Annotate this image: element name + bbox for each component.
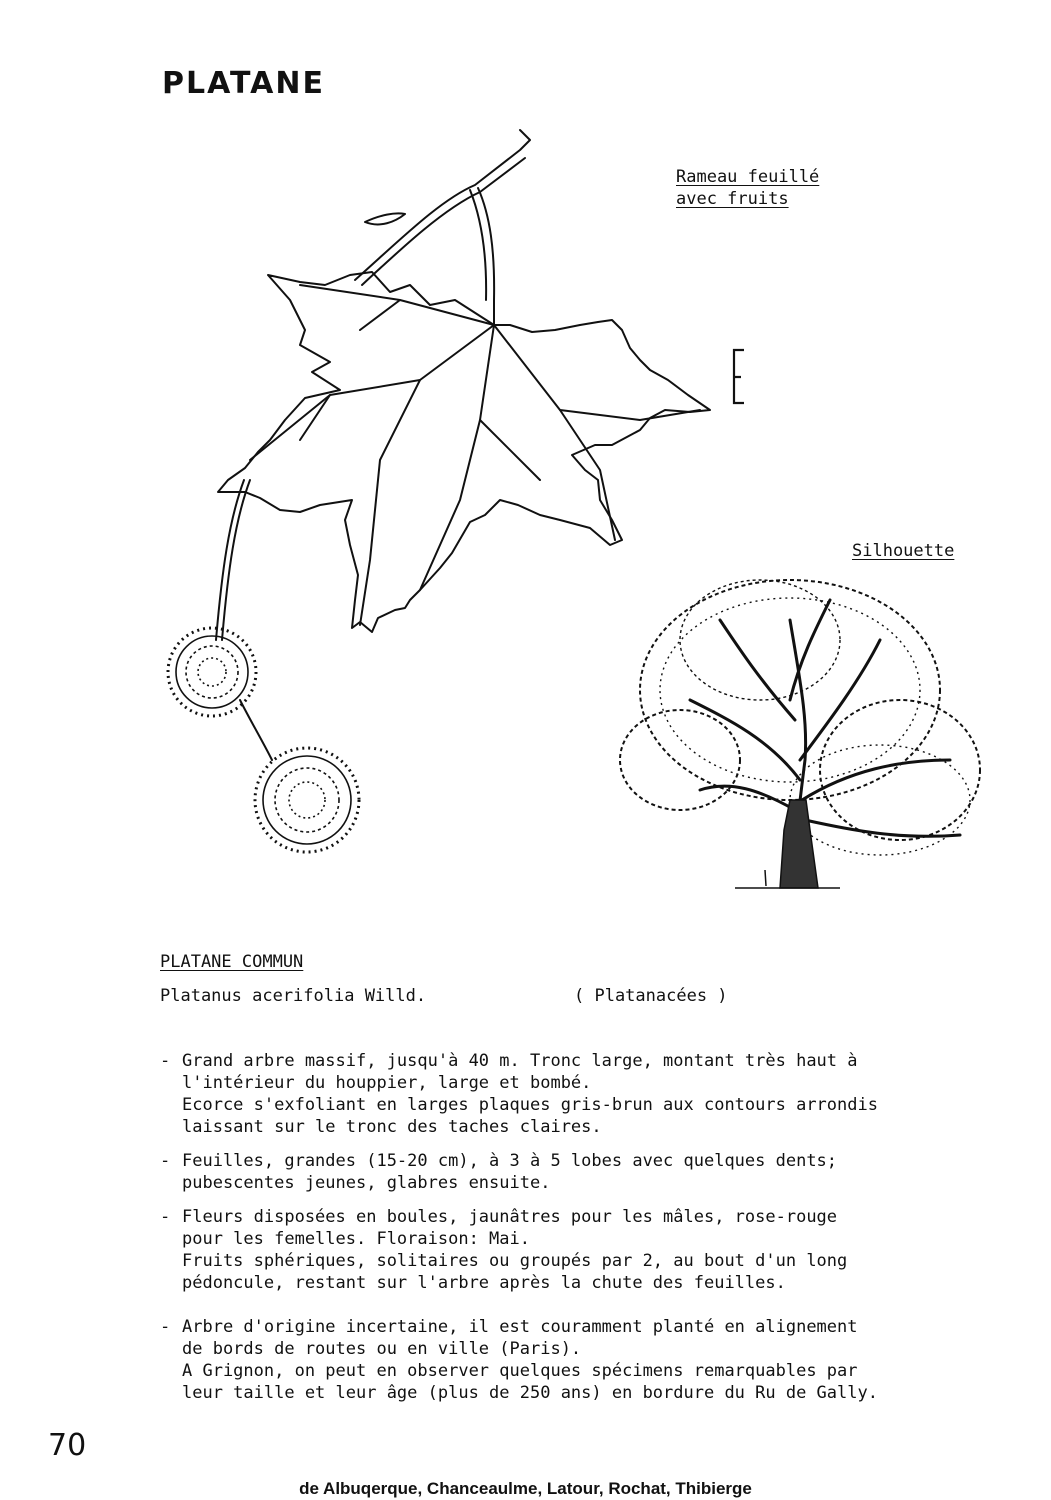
- species-block: [160, 951, 728, 1007]
- tree-silhouette-illustration: [605, 560, 995, 905]
- description-item: - Arbre d'origine incertaine, il est couramment planté en alignement de bords de routes ou en ville (Paris). A Grignon, on peut en observer quelques spécimens remarquables par leur taille et leur âge (plus de 250 ans) en bordure du Ru de Gally.: [160, 1316, 980, 1404]
- page-number: 70: [48, 1428, 87, 1463]
- description-item: - Feuilles, grandes (15-20 cm), à 3 à 5 lobes avec quelques dents; pubescentes jeunes, glabres ensuite.: [160, 1150, 980, 1194]
- footer-authors: de Albuqerque, Chanceaulme, Latour, Rochat, Thibierge: [299, 1479, 752, 1498]
- family-name: ( Platanacées ): [574, 986, 728, 1006]
- common-name: PLATANE COMMUN: [160, 952, 304, 972]
- description-list: [160, 1050, 980, 1416]
- description-item: - Grand arbre massif, jusqu'à 40 m. Tronc large, montant très haut à l'intérieur du houppier, large et bombé. Ecorce s'exfoliant en larges plaques gris-brun aux contours arrondis laissant sur le tronc des taches claires.: [160, 1050, 980, 1138]
- description-item: - Fleurs disposées en boules, jaunâtres pour les mâles, rose-rouge pour les femelles. Floraison: Mai. Fruits sphériques, solitaires ou groupés par 2, au bout d'un long pédoncule, restant sur l'arbre après la chute des feuilles.: [160, 1206, 980, 1294]
- latin-name: Platanus acerifolia Willd.: [160, 986, 427, 1006]
- leaf-branch-caption: Rameau feuillé avec fruits: [676, 167, 820, 209]
- silhouette-caption: Silhouette: [852, 541, 955, 561]
- page-title: PLATANE: [162, 66, 325, 101]
